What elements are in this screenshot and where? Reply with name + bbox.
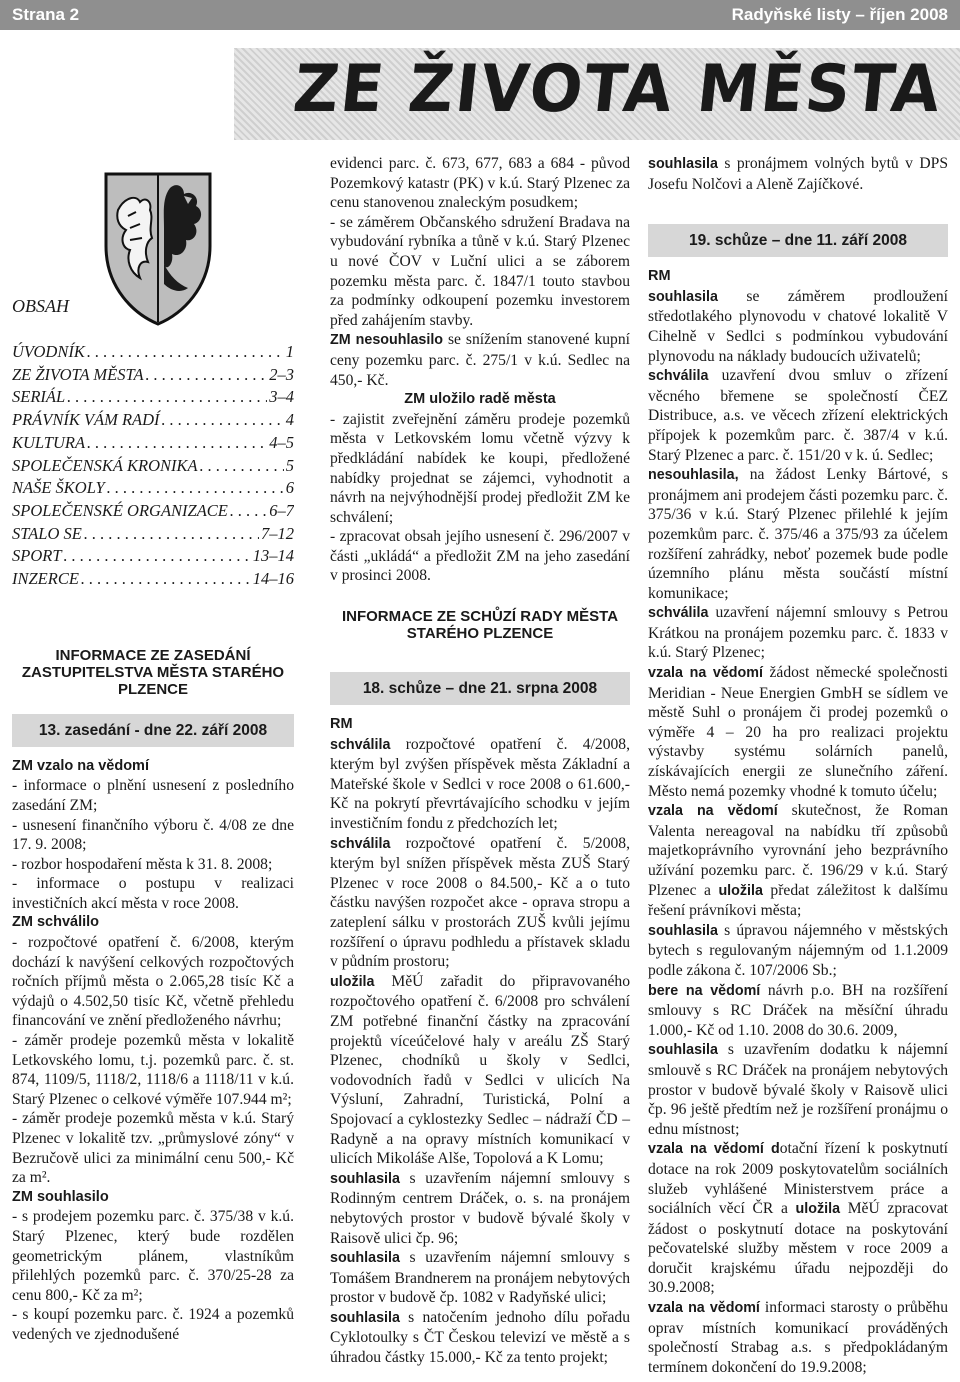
- toc-item[interactable]: [12, 341, 294, 364]
- keyword: ZM nesouhlasilo: [330, 332, 444, 349]
- toc-item-pages: 14–16: [252, 569, 294, 589]
- toc-leader: [84, 523, 259, 546]
- keyword: souhlasila: [648, 922, 718, 939]
- section-title-rada: INFORMACE ZE SCHŮZÍ RADY MĚSTA STARÉHO PLZENCE: [341, 608, 619, 643]
- article-body-rm-18: [330, 715, 630, 1368]
- paragraph: - informace o plnění usnesení z posledního zasedání ZM;: [12, 777, 294, 814]
- paragraph: [648, 1139, 948, 1298]
- text-run: skutečnost, že Roman Valenta nereagoval na nabídku tří způsobů majetkoprávního vyrovnání jeho bezprávního užívání pozemku parc. č. 196/29 v k.ú. Starý Plzenec a: [648, 802, 948, 899]
- toc-item[interactable]: [12, 545, 294, 568]
- text-run: rozpočtové opatření č. 4/2008, kterým byl zvýšen příspěvek města Základní a Mateřské škole v Sedlci v roce 2008 o 61.600,- Kč na pokrytí převrtávajícího schodku v jejím investičním fondu z předchozích let;: [330, 735, 630, 833]
- paragraph: - rozbor hospodaření města k 31. 8. 2008;: [12, 855, 273, 873]
- keyword: bere na vědomí: [648, 982, 761, 999]
- keyword: vzala na vědomí: [648, 665, 763, 682]
- toc-item[interactable]: [12, 432, 294, 455]
- toc-item-pages: 4: [285, 410, 294, 430]
- toc-item-name: STALO SE: [12, 523, 82, 543]
- paragraph: [330, 1169, 630, 1248]
- toc-item-name: KULTURA: [12, 432, 86, 452]
- toc-item-name: INZERCE: [12, 569, 79, 589]
- toc-item[interactable]: [12, 364, 294, 387]
- paragraph: [648, 287, 948, 366]
- paragraph: [648, 366, 948, 465]
- text-run: s úpravou nájemného v městských bytech s regulovaným nájemným od 1.1.2009 podle zákona č. 107/2006 Sb.;: [648, 921, 948, 979]
- section-banner: [234, 48, 960, 140]
- keyword: schválila: [648, 605, 709, 622]
- paragraph: - s koupí pozemku parc. č. 1924 a pozemků vedených ve zjednodušené: [12, 1306, 294, 1343]
- paragraph: [648, 1298, 948, 1377]
- paragraph: evidenci parc. č. 673, 677, 683 a 684 - původ Pozemkový katastr (PK) v k.ú. Starý Plzenec za cenu stanovenou znaleckým posudkem;: [330, 155, 630, 212]
- paragraph: - zpracovat obsah jejího usnesení č. 296/2007 v části „ukládá“ a předložit ZM na jeho zasedání v prosinci 2008.: [330, 528, 630, 585]
- toc-item-pages: 6: [285, 478, 294, 498]
- text-run: uzavření dvou smluv o zřízení věcného břemene se společností ČEZ Distribuce, a.s. ve věcech zřízení elektrických přípojek k pozemkům parc. č. 387/4 v k.ú. Starý Plzenec a parc. č. 151/20 v k. ú. Sedlec;: [648, 367, 948, 464]
- toc-item-pages: 6–7: [269, 500, 294, 520]
- text-run: na žádost Lenky Bártové, s pronájmem ani prodejem části pozemku parc. č. 375/36 v k.ú. Starý Plzenec přilehlé k jejím pozemkům parc. č. 375/46 a 375/93 za účelem rozšíření zahrádky, neboť pozemek bude podle územního plánu města součástí místní komunikace;: [648, 466, 948, 602]
- toc-item-name: ZE ŽIVOTA MĚSTA: [12, 364, 144, 384]
- paragraph: [648, 921, 948, 981]
- page-header: [0, 0, 960, 30]
- article-body-zm: [12, 757, 294, 1345]
- keyword: uložila: [718, 882, 763, 899]
- middle-column: [330, 154, 630, 1368]
- paragraph: [330, 1308, 630, 1368]
- toc-leader: [162, 409, 284, 432]
- paragraph: [330, 330, 630, 390]
- table-of-contents: [12, 341, 294, 591]
- toc-item[interactable]: [12, 409, 294, 432]
- paragraph: - zajistit zveřejnění záměru prodeje pozemků města v Letkovském lomu včetně výzvy k předkládání nabídek ke koupi, předložené nabídky projednat se zájemci, vyhodnotit a návrh na nejvýhodnější prodej předložit ZM ke schválení;: [330, 410, 630, 526]
- toc-leader: [81, 568, 251, 591]
- paragraph: [648, 603, 948, 663]
- paragraph: - informace o postupu v realizaci investičních akcí města v roce 2008.: [12, 875, 294, 912]
- text-run: MěÚ zpracovat žádost o poskytnutí dotace na poskytování pečovatelské služby městem v roce 2009 a doručit krajskému úřadu nejpozději do 30.9.2008;: [648, 1200, 948, 1297]
- toc-item-pages: 13–14: [252, 546, 294, 566]
- paragraph: [648, 465, 948, 603]
- toc-item-name: SERIÁL: [12, 387, 66, 407]
- text-run: s uzavřením nájemní smlouvy s Rodinným centrem Dráček, o. s. na pronájem nebytových prostor v budově bývalé školy v Raisově ulici čp. 96;: [330, 1169, 630, 1247]
- text-run: rozpočtové opatření č. 5/2008, kterým byl snížen příspěvek města ZUŠ Starý Plzenec v roce 2008 o 84.500,- Kč a o tuto částku navýšen rozpočet akce - oprava stropu a zateplení sálku v prostorách ZUŠ kvůli jejímu rozšíření o úpravu podhledu a přístavek skladu v půdním prostoru;: [330, 834, 630, 971]
- left-column: [12, 296, 294, 1345]
- toc-leader: [87, 341, 284, 364]
- keyword: souhlasila: [330, 1309, 400, 1326]
- text-run: informaci starosty o průběhu oprav místních komunikací prováděných společností Strabag a.s. s předpokládaným termínem dokončení do 19.9.2008;: [648, 1299, 949, 1376]
- toc-item-pages: 1: [285, 342, 294, 361]
- text-run: se záměrem prodloužení středotlakého plynovodu v chatové lokalitě V Cihelně v Sedlci s podmínkou vybudování plynovodu na náklady budoucích uživatelů;: [648, 287, 948, 365]
- paragraph: - záměr prodeje pozemků města v lokalitě Letkovského lomu, t.j. pozemků parc. č. st. 874, 1109/5, 1118/2, 1118/6 a 1118/11 v k.ú. Starý Plzenec o celkové výměře 107.944 m²;: [12, 1032, 294, 1108]
- paragraph: [330, 735, 630, 834]
- article-body-rm-18-continued: [648, 154, 948, 194]
- keyword: uložila: [330, 973, 375, 990]
- toc-item-pages: 4–5: [269, 432, 294, 452]
- toc-leader: [64, 545, 251, 568]
- keyword: vzala na vědomí d: [648, 1141, 780, 1158]
- keyword: souhlasila: [648, 1042, 718, 1059]
- paragraph: - záměr prodeje pozemků města v k.ú. Starý Plzenec v lokalitě tzv. „průmyslové zóny“ v Bezručově ulici za minimální cenu 500,- Kč za m².: [12, 1110, 294, 1187]
- subheading: ZM uložilo radě města: [404, 391, 556, 408]
- toc-item[interactable]: [12, 477, 294, 500]
- toc-item[interactable]: [12, 523, 294, 546]
- paragraph: [648, 663, 948, 801]
- keyword: schválila: [330, 835, 391, 852]
- subheading: RM: [648, 268, 671, 285]
- toc-leader: [107, 477, 284, 500]
- article-body-rm-19: [648, 267, 948, 1377]
- toc-item-name: SPOLEČENSKÁ KRONIKA: [12, 455, 198, 475]
- session-heading-18: 18. schůze – dne 21. srpna 2008: [330, 672, 630, 705]
- text-run: s pronájmem volných bytů v DPS Josefu Nolčovi a Aleně Zajíčkové.: [648, 155, 948, 193]
- text-run: s natočením jednoho dílu pořadu Cyklotoulky s ČT Českou televizí ve městě a s úhradou částky 15.000,- Kč za tento projekt;: [330, 1308, 630, 1367]
- toc-leader: [230, 500, 267, 523]
- paragraph: - s prodejem pozemku parc. č. 375/38 v k.ú. Starý Plzenec, který bude rozdělen geometrickým plánem, vlastníkům přilehlých pozemků parc. č. 370/25-28 za cenu 800,- Kč za m²;: [12, 1208, 294, 1304]
- paragraph: - rozpočtové opatření č. 6/2008, kterým dochází k navýšení celkových rozpočtových ročních příjmů města o 2.065,28 tisíc Kč a výdajů o 4.502,50 tisíc Kč, včetně přehledu financování ve znění předloženého návrhu;: [12, 934, 294, 1030]
- text-run: MěÚ zařadit do připravovaného rozpočtového opatření č. 6/2008 pro schválení ZM potřebné finanční částky na zpracování projektů víceúčelové haly v areálu ZŠ Starý Plzenec, chodníků u školy v Sedlci, vodovodních řadů v Sedlci v ulicích Na Výsluní, Zahradní, Turistická, Polní a Spojovací a cyklostezky Sedlec – nádraží ČD – Radyně a na opravy místních komunikací v ulicích Mikoláše Alše, Topolová a K Lomu;: [330, 972, 630, 1168]
- subheading: RM: [330, 716, 353, 733]
- paragraph: [648, 154, 948, 194]
- text-run: s uzavřením dodatku k nájemní smlouvě s RC Dráček na pronájem nebytových prostor v budově bývalé školy v Raisově ulici čp. 96 ještě předtím než je rozšíření pronájmu o ednu místnost;: [648, 1041, 948, 1138]
- toc-leader: [87, 432, 267, 455]
- text-run: se snížením stanovené kupní ceny pozemku parc. č. 275/1 v k.ú. Sedlec na 450,- Kč.: [330, 331, 630, 389]
- subheading: ZM schválilo: [12, 914, 100, 931]
- banner-title: ZE ŽIVOTA MĚSTA: [289, 50, 946, 127]
- text-run: žádost německé společnosti Meridian - Neue Energien GmbH se sídlem ve městě Suhl o pronájem či prodej pozemků o výměře 4 – 20 ha pro realizaci projektu výstavby systému solárních panelů, získávajících energii ze slunečního záření. Město nemá pozemky vhodné k tomuto účelu;: [648, 664, 948, 800]
- keyword: uložila: [795, 1201, 841, 1218]
- text-run: předat záležitost k dalšímu řešení právníkovi města;: [648, 881, 948, 920]
- session-heading-19: 19. schůze – dne 11. září 2008: [648, 224, 948, 257]
- keyword: nesouhlasila,: [648, 467, 739, 484]
- paragraph: [330, 1248, 630, 1308]
- keyword: schválila: [648, 368, 709, 385]
- paragraph: [648, 801, 948, 921]
- toc-item-name: ÚVODNÍK: [12, 342, 85, 361]
- article-body-zm-continued: [330, 154, 630, 586]
- paragraph: [648, 981, 948, 1041]
- subheading: ZM vzalo na vědomí: [12, 757, 149, 774]
- toc-item-pages: 5: [285, 455, 294, 475]
- toc-item[interactable]: [12, 455, 294, 478]
- text-run: návrh p.o. BH na rozšíření smlouvy s RC Dráček na měsíční úhradu 1.000,- Kč od 1.10. 2008 do 30.6. 2009,: [648, 981, 948, 1039]
- toc-item[interactable]: [12, 500, 294, 523]
- keyword: schválila: [330, 736, 391, 753]
- keyword: souhlasila: [648, 156, 718, 172]
- keyword: vzala na vědomí: [648, 1300, 760, 1317]
- subheading: ZM souhlasilo: [12, 1188, 109, 1205]
- text-run: uzavření nájemní smlouvy s Petrou Krátkou na pronájem pozemku parc. č. 1833 v k.ú. Starý Plzenec;: [648, 604, 948, 662]
- keyword: souhlasila: [330, 1250, 400, 1267]
- text-run: otační řízení k poskytnutí dotace na rok 2009 poskytovatelům sociálních služeb vyhlášené Ministerstvem práce a sociálních věcí ČR a: [648, 1140, 948, 1218]
- toc-leader: [67, 386, 267, 409]
- paragraph: - usnesení finančního výboru č. 4/08 ze dne 17. 9. 2008;: [12, 816, 294, 854]
- session-heading-13: 13. zasedání - dne 22. září 2008: [12, 714, 294, 747]
- keyword: souhlasila: [330, 1170, 400, 1187]
- toc-item-pages: 2–3: [269, 364, 294, 384]
- toc-leader: [146, 364, 268, 387]
- paragraph: - se záměrem Občanského sdružení Bradava na vybudování rybníka a tůně v k.ú. Starý Plzenec u nové ČOV v Luční ulici a se záborem pozemku města parc. č. 1847/1 touto stavbou za podmínky odkoupení pozemku investorem před zahájením stavby.: [330, 213, 630, 329]
- toc-leader: [200, 455, 284, 478]
- paragraph: [330, 834, 630, 972]
- toc-title: OBSAH: [12, 296, 69, 316]
- page-number: Strana 2: [12, 5, 80, 24]
- toc-item-pages: 3–4: [269, 387, 294, 407]
- toc-item-name: NAŠE ŠKOLY: [12, 478, 105, 498]
- paragraph: [330, 972, 630, 1169]
- paragraph: [648, 1040, 948, 1139]
- keyword: vzala na vědomí: [648, 803, 778, 820]
- toc-item-name: PRÁVNÍK VÁM RADÍ: [12, 410, 160, 430]
- keyword: souhlasila: [648, 288, 718, 305]
- text-run: s uzavřením nájemní smlouvy s Tomášem Brandnerem na pronájem nebytových prostor v budově čp. 1082 v Radyňské ulici;: [330, 1249, 630, 1307]
- toc-item[interactable]: [12, 568, 294, 591]
- toc-item-name: SPORT: [12, 546, 62, 566]
- toc-item-name: SPOLEČENSKÉ ORGANIZACE: [12, 500, 228, 520]
- right-column: [648, 154, 948, 1377]
- section-title-zastupitelstvo: INFORMACE ZE ZASEDÁNÍ ZASTUPITELSTVA MĚSTA STARÉHO PLZENCE: [21, 646, 285, 698]
- toc-item[interactable]: [12, 386, 294, 409]
- toc-item-pages: 7–12: [261, 523, 294, 543]
- issue-label: Radyňské listy – říjen 2008: [731, 5, 948, 24]
